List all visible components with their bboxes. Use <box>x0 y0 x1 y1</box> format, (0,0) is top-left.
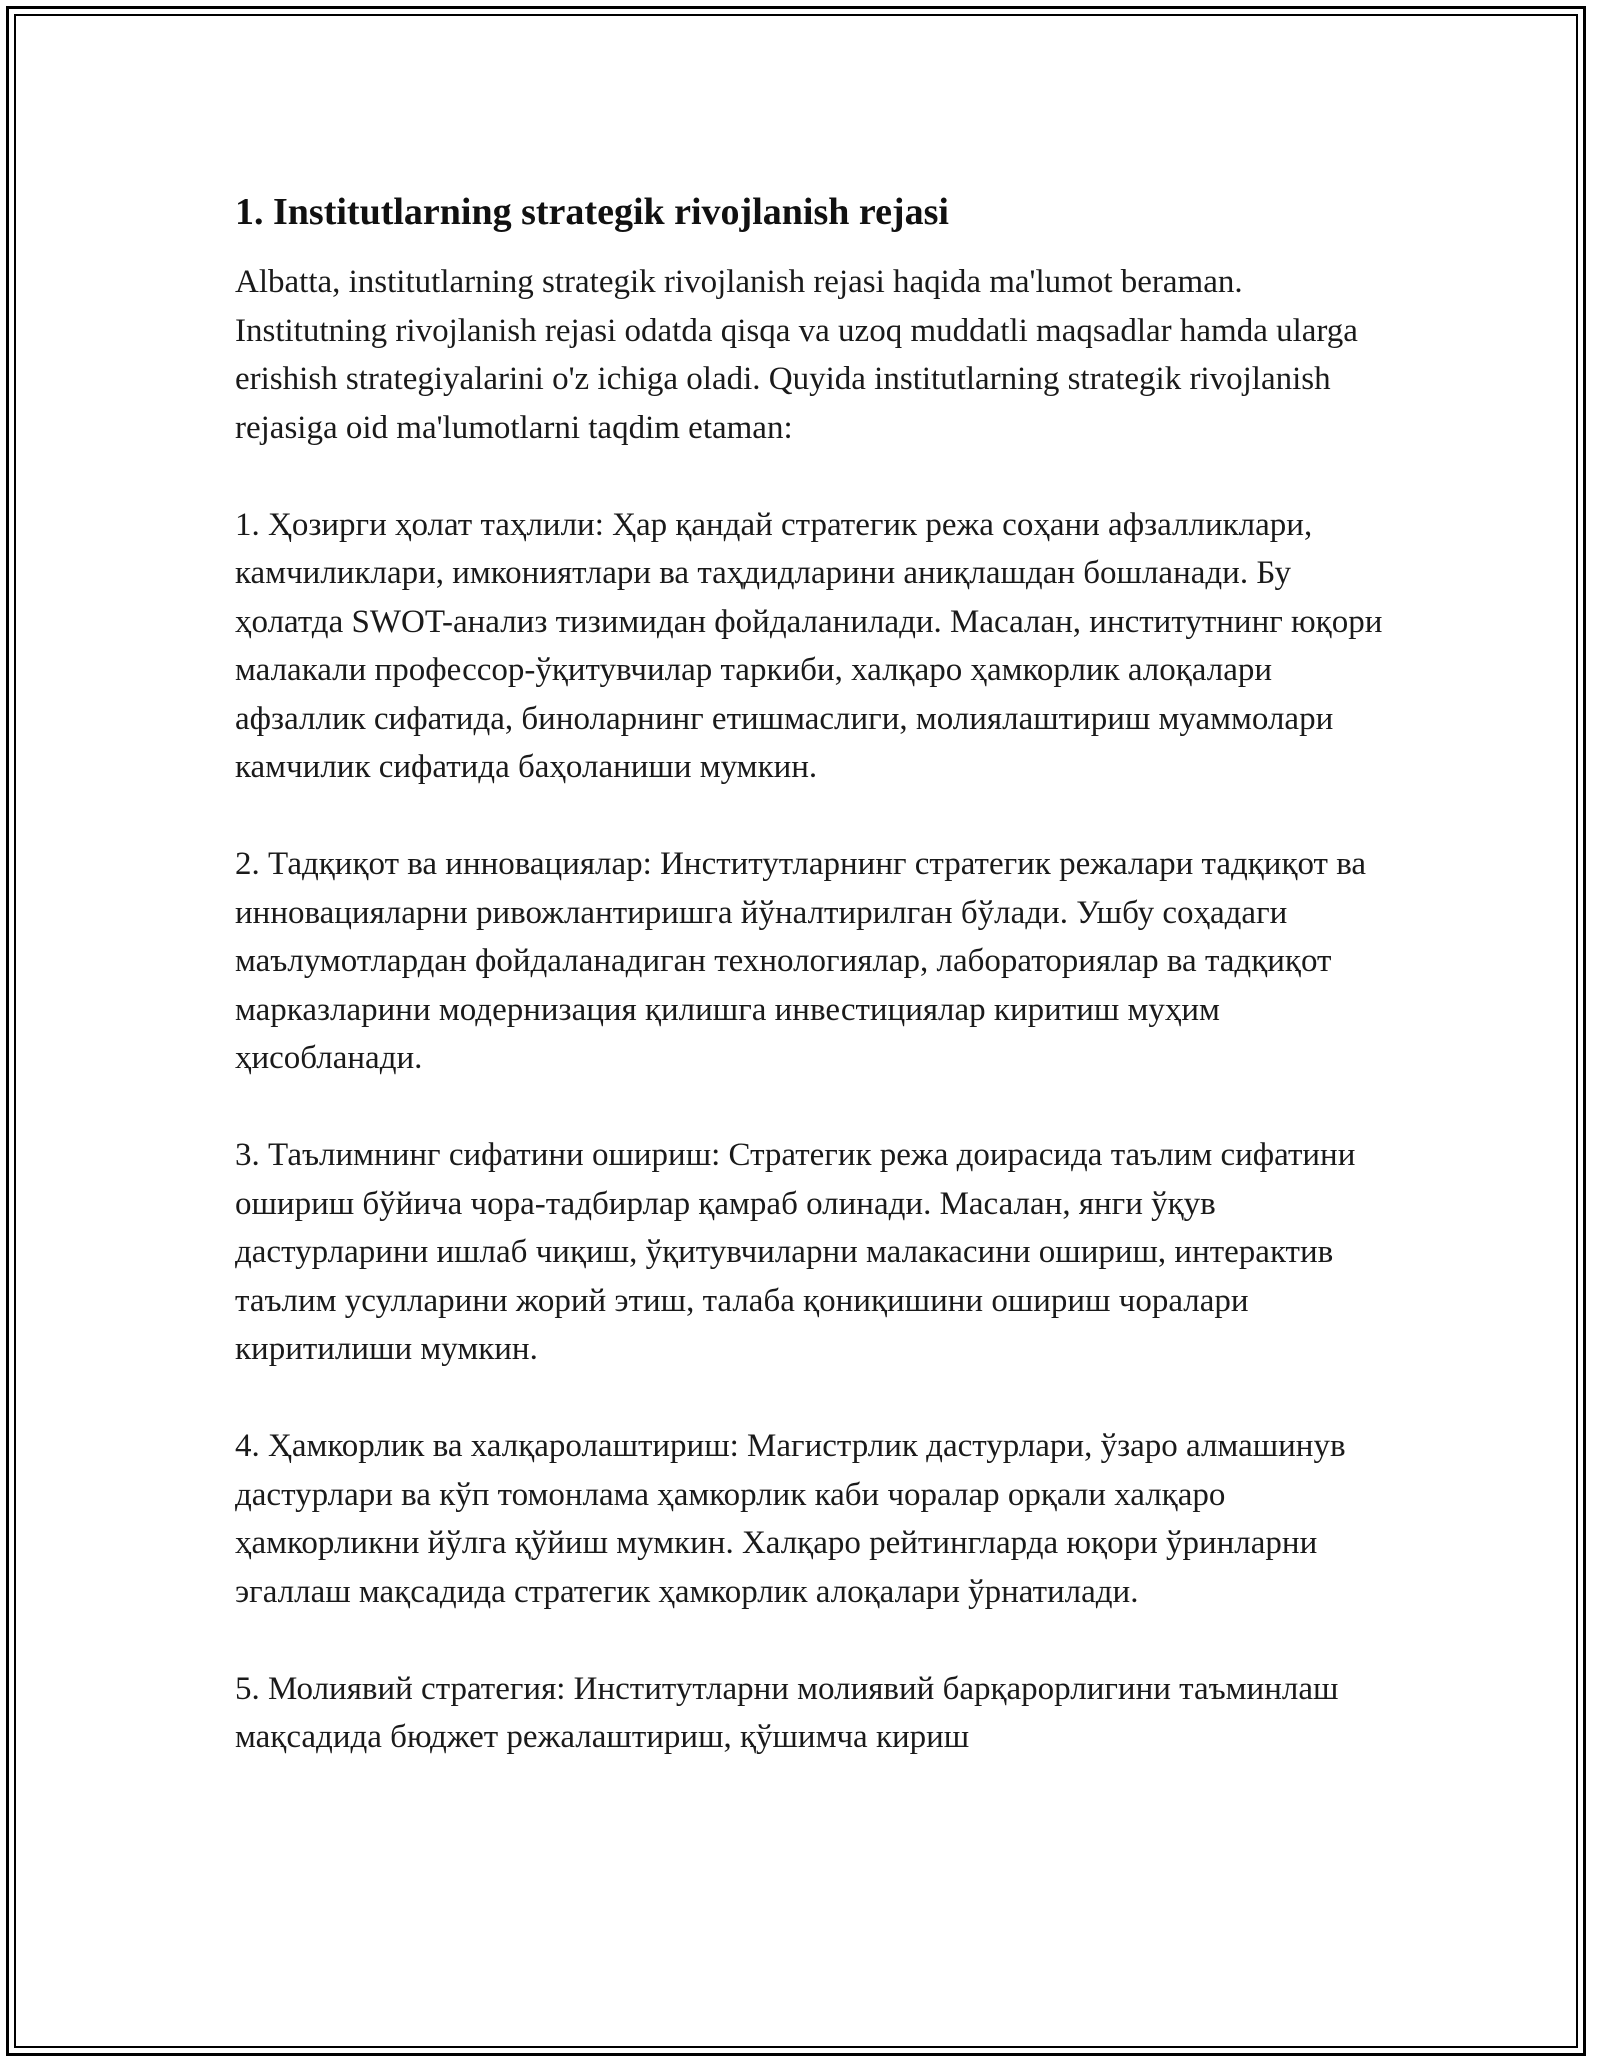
document-title: 1. Institutlarning strategik rivojlanish rejasi <box>235 191 949 233</box>
document-body <box>235 188 1385 1810</box>
section-4-paragraph: 4. Ҳамкорлик ва халқаролаштириш: Магистрлик дастурлари, ўзаро алмашинув дастурлари ва кўп томонлама ҳамкорлик каби чоралар орқали халқаро ҳамкорликни йўлга қўйиш мумкин. Халқаро рейтингларда юқори ўринларни эгаллаш мақсадида стратегик ҳамкорлик алоқалари ўрнатилади. <box>235 1428 1346 1610</box>
section-3-paragraph: 3. Таълимнинг сифатини ошириш: Стратегик режа доирасида таълим сифатини ошириш бўйича чора-тадбирлар қамраб олинади. Масалан, янги ўқув дастурларини ишлаб чиқиш, ўқитувчиларни малакасини ошириш, интерактив таълим усулларини жорий этиш, талаба қониқишини ошириш чоралари киритилиши мумкин. <box>235 1137 1356 1367</box>
section-2-paragraph: 2. Тадқиқот ва инновациялар: Институтларнинг стратегик режалари тадқиқот ва инновацияларни ривожлантиришга йўналтирилган бўлади. Ушбу соҳадаги маълумотлардан фойдаланадиган технологиялар, лабораториялар ва тадқиқот марказларини модернизация қилишга инвестициялар киритиш муҳим ҳисобланади. <box>235 846 1367 1076</box>
intro-paragraph: Albatta, institutlarning strategik rivojlanish rejasi haqida ma'lumot beraman. Institutning rivojlanish rejasi odatda qisqa va uzoq muddatli maqsadlar hamda ularga erishish strategiyalarini o'z ichiga oladi. Quyida institutlarning strategik rivojlanish rejasiga oid ma'lumotlarni taqdim etaman: <box>235 264 1358 446</box>
section-5-paragraph: 5. Молиявий стратегия: Институтларни молиявий барқарорлигини таъминлаш мақсадида бюджет режалаштириш, қўшимча кириш <box>235 1670 1339 1755</box>
section-1-paragraph: 1. Ҳозирги ҳолат таҳлили: Ҳар қандай стратегик режа соҳани афзалликлари, камчиликлари, имкониятлари ва таҳдидларини аниқлашдан бошланади. Бу ҳолатда SWOT-анализ тизимидан фойдаланилади. Масалан, институтнинг юқори малакали профессор-ўқитувчилар таркиби, халқаро ҳамкорлик алоқалари афзаллик сифатида, биноларнинг етишмаслиги, молиялаштириш муаммолари камчилик сифатида баҳоланиши мумкин. <box>235 506 1383 785</box>
